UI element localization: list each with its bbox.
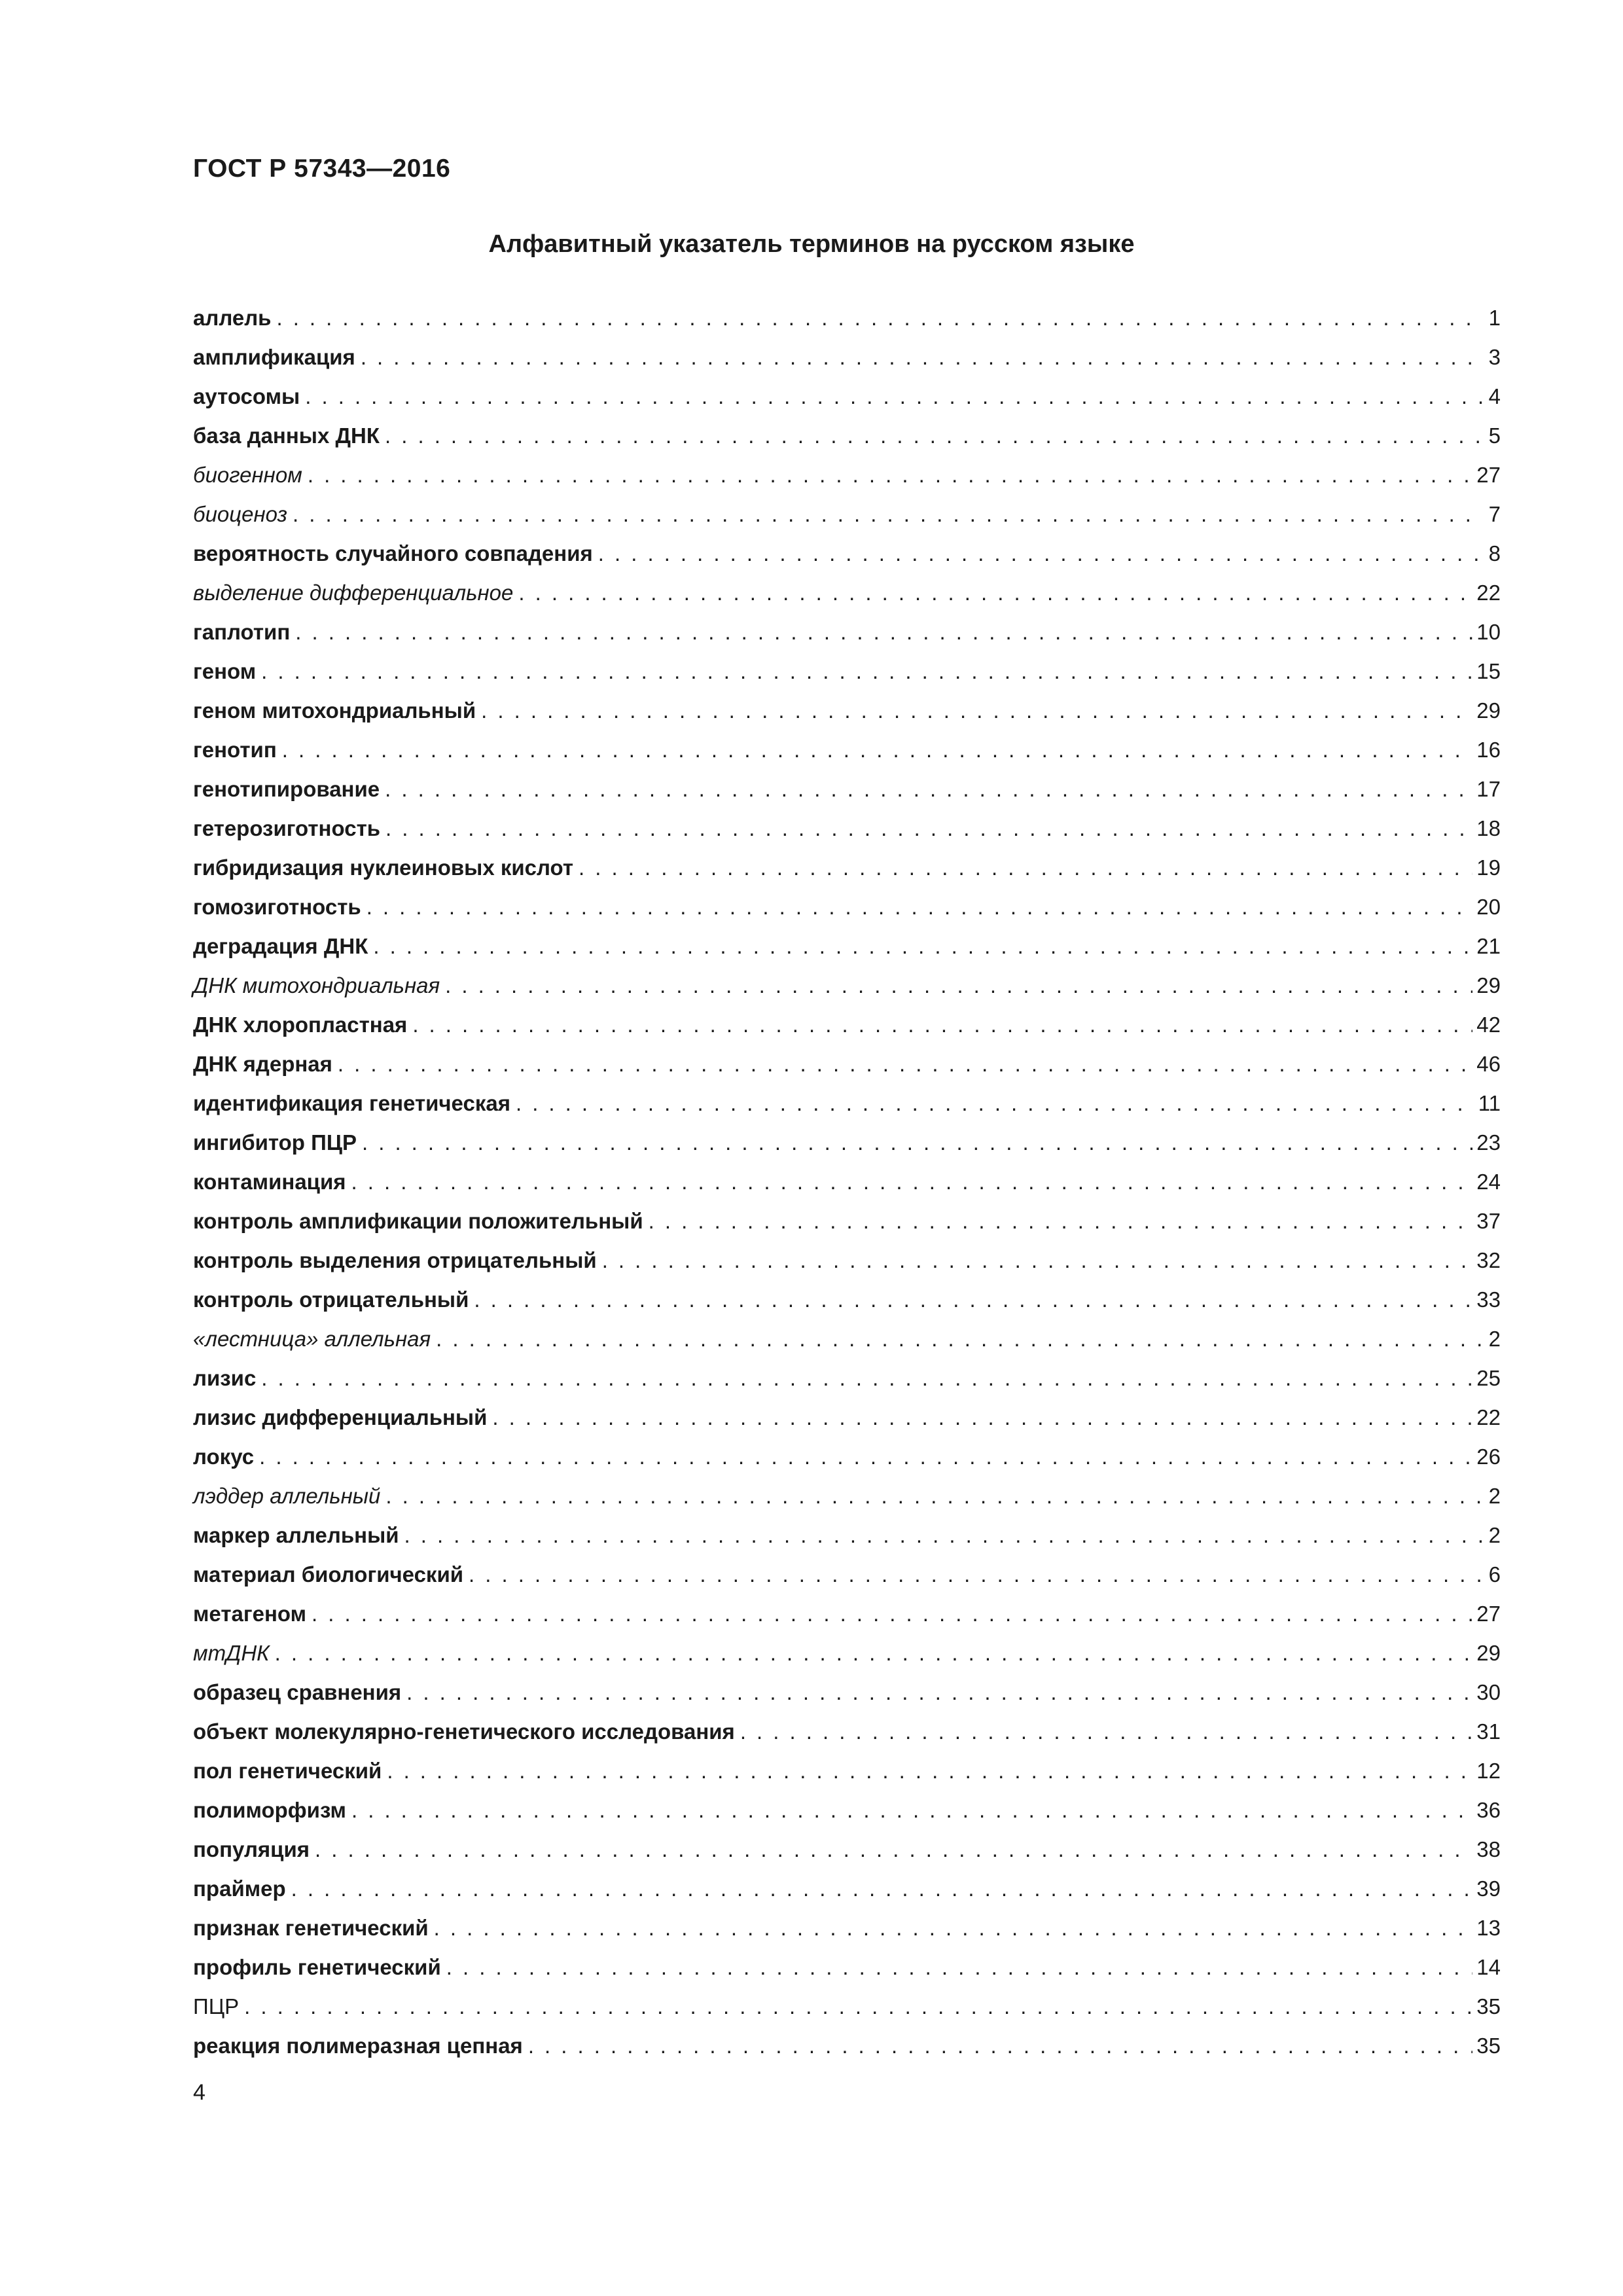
index-entry <box>193 2026 1501 2066</box>
dot-leader <box>385 1477 1484 1516</box>
document-code: ГОСТ Р 57343—2016 <box>193 154 451 183</box>
dot-leader <box>312 1594 1472 1634</box>
index-entry <box>193 770 1501 809</box>
dot-leader <box>315 1830 1472 1869</box>
index-entry <box>193 1830 1501 1869</box>
index-page-ref: 46 <box>1476 1052 1501 1076</box>
index-term: образец сравнения <box>193 1680 402 1704</box>
dot-leader <box>469 1555 1484 1594</box>
index-entry <box>193 1869 1501 1909</box>
dot-leader <box>518 573 1472 613</box>
page-number: 4 <box>193 2080 205 2105</box>
index-term: лизис <box>193 1366 257 1390</box>
index-page-ref: 29 <box>1476 698 1501 723</box>
index-page-ref: 35 <box>1476 2034 1501 2058</box>
dot-leader <box>282 730 1473 770</box>
dot-leader <box>602 1241 1473 1280</box>
index-term: популяция <box>193 1837 310 1861</box>
index-term: аллель <box>193 306 272 330</box>
dot-leader <box>244 1987 1472 2026</box>
index-term: ингибитор ПЦР <box>193 1130 357 1155</box>
index-page-ref: 37 <box>1476 1209 1501 1233</box>
index-page-ref: 10 <box>1476 620 1501 644</box>
index-page-ref: 36 <box>1476 1798 1501 1822</box>
index-term: аутосомы <box>193 384 300 408</box>
dot-leader <box>338 1045 1472 1084</box>
index-term: реакция полимеразная цепная <box>193 2034 523 2058</box>
index-page-ref: 23 <box>1476 1130 1501 1155</box>
index-entry <box>193 1634 1501 1673</box>
index-term: ДНК ядерная <box>193 1052 332 1076</box>
dot-leader <box>261 652 1472 691</box>
index-page-ref: 2 <box>1488 1523 1501 1547</box>
index-term: гаплотип <box>193 620 291 644</box>
dot-leader <box>259 1437 1472 1477</box>
index-page-ref: 29 <box>1476 1641 1501 1665</box>
dot-leader <box>361 338 1484 377</box>
index-entry <box>193 809 1501 848</box>
index-entry <box>193 1555 1501 1594</box>
index-entry <box>193 1437 1501 1477</box>
index-term: лизис дифференциальный <box>193 1405 488 1429</box>
dot-leader <box>404 1516 1484 1555</box>
index-page-ref: 15 <box>1476 659 1501 683</box>
index-entry <box>193 1084 1501 1123</box>
index-term: биогенном <box>193 463 302 487</box>
index-page-ref: 4 <box>1488 384 1501 408</box>
index-entry <box>193 1751 1501 1791</box>
dot-leader <box>351 1791 1472 1830</box>
index-page-ref: 2 <box>1488 1484 1501 1508</box>
dot-leader <box>276 298 1484 338</box>
index-term: контаминация <box>193 1170 346 1194</box>
dot-leader <box>295 613 1472 652</box>
index-entry <box>193 1594 1501 1634</box>
index-page-ref: 12 <box>1476 1759 1501 1783</box>
index-entry <box>193 966 1501 1005</box>
dot-leader <box>649 1202 1473 1241</box>
dot-leader <box>291 1869 1473 1909</box>
index-term: признак генетический <box>193 1916 429 1940</box>
index-term: амплификация <box>193 345 355 369</box>
index-page-ref: 2 <box>1488 1327 1501 1351</box>
index-entry <box>193 1045 1501 1084</box>
index-entry <box>193 1123 1501 1162</box>
index-page-ref: 13 <box>1476 1916 1501 1940</box>
dot-leader <box>362 1123 1472 1162</box>
index-term: вероятность случайного совпадения <box>193 541 593 565</box>
dot-leader <box>373 927 1472 966</box>
index-term: ДНК митохондриальная <box>193 973 440 997</box>
index-page-ref: 29 <box>1476 973 1501 997</box>
index-page-ref: 30 <box>1476 1680 1501 1704</box>
dot-leader <box>445 966 1472 1005</box>
index-term: геном <box>193 659 257 683</box>
index-page-ref: 6 <box>1488 1562 1501 1587</box>
index-page-ref: 38 <box>1476 1837 1501 1861</box>
index-entry <box>193 416 1501 456</box>
index-page-ref: 32 <box>1476 1248 1501 1272</box>
index-entry <box>193 456 1501 495</box>
index-entry <box>193 1909 1501 1948</box>
index-entry <box>193 730 1501 770</box>
index-entry <box>193 613 1501 652</box>
index-term: «лестница» аллельная <box>193 1327 431 1351</box>
dot-leader <box>412 1005 1472 1045</box>
index-page-ref: 33 <box>1476 1287 1501 1312</box>
index-term: полиморфизм <box>193 1798 346 1822</box>
index-term: материал биологический <box>193 1562 464 1587</box>
index-term: деградация ДНК <box>193 934 368 958</box>
dot-leader <box>366 888 1473 927</box>
index-term: контроль выделения отрицательный <box>193 1248 597 1272</box>
index-page-ref: 19 <box>1476 855 1501 880</box>
index-page-ref: 35 <box>1476 1994 1501 2018</box>
dot-leader <box>305 377 1484 416</box>
index-page-ref: 14 <box>1476 1955 1501 1979</box>
dot-leader <box>385 416 1484 456</box>
index-term: лэддер аллельный <box>193 1484 381 1508</box>
dot-leader <box>275 1634 1473 1673</box>
index-entry <box>193 1673 1501 1712</box>
index-term: база данных ДНК <box>193 423 380 448</box>
index-term: гетерозиготность <box>193 816 381 840</box>
index-page-ref: 26 <box>1476 1444 1501 1469</box>
index-page-ref: 5 <box>1488 423 1501 448</box>
dot-leader <box>740 1712 1472 1751</box>
index-entry <box>193 1202 1501 1241</box>
index-term: маркер аллельный <box>193 1523 399 1547</box>
dot-leader <box>308 456 1472 495</box>
index-term: идентификация генетическая <box>193 1091 510 1115</box>
index-entry <box>193 691 1501 730</box>
index-entry <box>193 1477 1501 1516</box>
dot-leader <box>474 1280 1472 1319</box>
index-term: геном митохондриальный <box>193 698 476 723</box>
index-page-ref: 42 <box>1476 1013 1501 1037</box>
index-term: профиль генетический <box>193 1955 441 1979</box>
dot-leader <box>385 809 1472 848</box>
index-term: выделение дифференциальное <box>193 581 514 605</box>
dot-leader <box>385 770 1472 809</box>
dot-leader <box>492 1398 1472 1437</box>
index-page-ref: 8 <box>1488 541 1501 565</box>
index-page-ref: 27 <box>1476 1602 1501 1626</box>
dot-leader <box>434 1909 1473 1948</box>
index-page-ref: 22 <box>1476 1405 1501 1429</box>
index-page-ref: 1 <box>1488 306 1501 330</box>
term-index-list <box>193 298 1501 2066</box>
index-entry <box>193 652 1501 691</box>
dot-leader <box>436 1319 1484 1359</box>
index-term: объект молекулярно-генетического исследования <box>193 1719 735 1744</box>
index-page-ref: 21 <box>1476 934 1501 958</box>
dot-leader <box>481 691 1472 730</box>
index-page-ref: 20 <box>1476 895 1501 919</box>
index-term: ДНК хлоропластная <box>193 1013 408 1037</box>
index-entry <box>193 927 1501 966</box>
index-entry <box>193 377 1501 416</box>
index-term: генотипирование <box>193 777 380 801</box>
dot-leader <box>516 1084 1474 1123</box>
index-entry <box>193 1359 1501 1398</box>
index-term: гибридизация нуклеиновых кислот <box>193 855 574 880</box>
index-entry <box>193 298 1501 338</box>
index-entry <box>193 1791 1501 1830</box>
index-entry <box>193 1319 1501 1359</box>
index-entry <box>193 1516 1501 1555</box>
index-entry <box>193 1987 1501 2026</box>
index-entry <box>193 534 1501 573</box>
index-term: контроль отрицательный <box>193 1287 469 1312</box>
index-entry <box>193 1948 1501 1987</box>
index-entry <box>193 573 1501 613</box>
index-page-ref: 22 <box>1476 581 1501 605</box>
index-entry <box>193 1162 1501 1202</box>
index-page-ref: 7 <box>1488 502 1501 526</box>
index-page-ref: 17 <box>1476 777 1501 801</box>
dot-leader <box>579 848 1472 888</box>
index-term: биоценоз <box>193 502 287 526</box>
index-term: локус <box>193 1444 255 1469</box>
index-term: генотип <box>193 738 277 762</box>
index-term: гомозиготность <box>193 895 361 919</box>
index-entry <box>193 338 1501 377</box>
dot-leader <box>528 2026 1472 2066</box>
index-entry <box>193 1280 1501 1319</box>
index-page-ref: 3 <box>1488 345 1501 369</box>
index-term: мтДНК <box>193 1641 270 1665</box>
dot-leader <box>387 1751 1472 1791</box>
dot-leader <box>351 1162 1473 1202</box>
index-page-ref: 31 <box>1476 1719 1501 1744</box>
index-entry <box>193 1398 1501 1437</box>
index-title: Алфавитный указатель терминов на русском языке <box>488 230 1135 258</box>
dot-leader <box>446 1948 1473 1987</box>
index-page-ref: 39 <box>1476 1876 1501 1901</box>
index-entry <box>193 888 1501 927</box>
index-page-ref: 11 <box>1478 1091 1501 1115</box>
index-entry <box>193 848 1501 888</box>
dot-leader <box>598 534 1484 573</box>
dot-leader <box>293 495 1484 534</box>
index-page-ref: 24 <box>1476 1170 1501 1194</box>
index-page-ref: 25 <box>1476 1366 1501 1390</box>
dot-leader <box>406 1673 1472 1712</box>
index-term: праймер <box>193 1876 286 1901</box>
index-entry <box>193 1005 1501 1045</box>
dot-leader <box>261 1359 1472 1398</box>
index-term: контроль амплификации положительный <box>193 1209 643 1233</box>
index-page-ref: 27 <box>1476 463 1501 487</box>
index-entry <box>193 1241 1501 1280</box>
index-entry <box>193 1712 1501 1751</box>
index-term: ПЦР <box>193 1994 240 2018</box>
index-entry <box>193 495 1501 534</box>
index-term: пол генетический <box>193 1759 382 1783</box>
index-page-ref: 16 <box>1476 738 1501 762</box>
index-page-ref: 18 <box>1476 816 1501 840</box>
index-term: метагеном <box>193 1602 307 1626</box>
